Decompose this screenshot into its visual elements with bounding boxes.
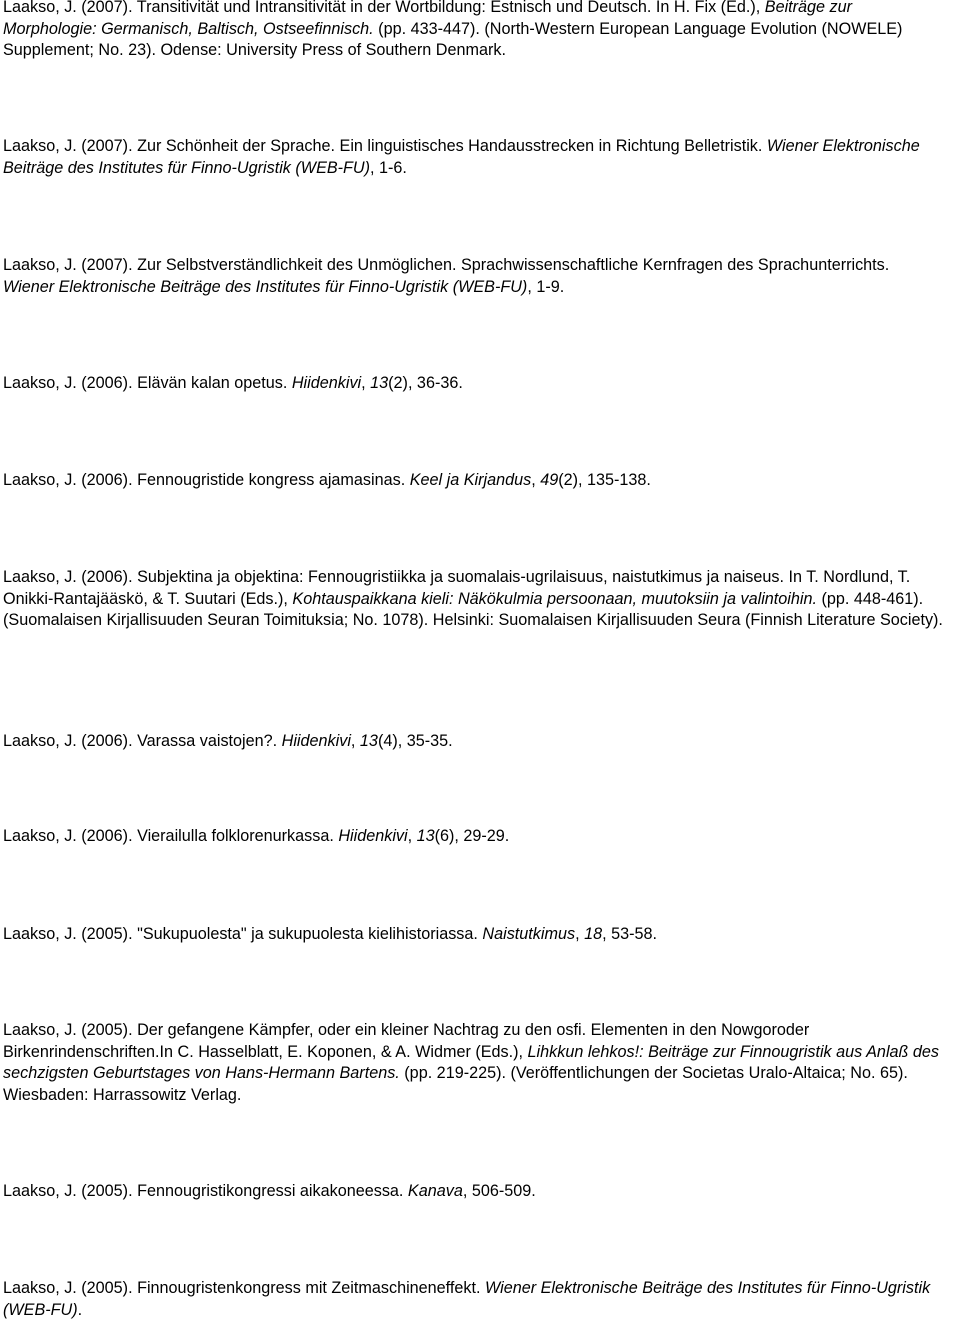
reference-text: Laakso, J. (2006). Fennougristide kongress ajamasinas. xyxy=(3,471,410,489)
reference-entry xyxy=(3,731,943,753)
reference-text: Laakso, J. (2007). Zur Selbstverständlichkeit des Unmöglichen. Sprachwissenschaftliche Kernfragen des Sprachunterrichts. xyxy=(3,256,890,274)
reference-entry xyxy=(3,924,943,946)
reference-text: , xyxy=(361,374,371,392)
reference-italic-text: 13 xyxy=(359,732,378,750)
reference-text: , 1-9. xyxy=(527,277,565,296)
reference-italic-text: Keel ja Kirjandus xyxy=(409,471,532,489)
reference-text: , 1-6. xyxy=(370,158,407,177)
reference-italic-text: 49 xyxy=(540,471,559,489)
reference-italic-text: Naistutkimus xyxy=(482,925,576,943)
reference-italic-text: Hiidenkivi xyxy=(338,827,408,845)
reference-entry xyxy=(3,1020,943,1106)
reference-text: , xyxy=(407,827,417,845)
reference-entry xyxy=(3,470,943,492)
reference-text: . xyxy=(77,1300,83,1319)
reference-text: (4), 35-35. xyxy=(377,732,453,750)
reference-text: (2), 36-36. xyxy=(388,374,463,392)
reference-entry xyxy=(3,1181,943,1203)
reference-text: Laakso, J. (2006). Varassa vaistojen?. xyxy=(3,732,282,750)
reference-text: Laakso, J. (2005). "Sukupuolesta" ja sukupuolesta kielihistoriassa. xyxy=(3,925,483,943)
reference-text: , xyxy=(575,925,585,943)
reference-text: Laakso, J. (2006). Vierailulla folklorenurkassa. xyxy=(3,827,339,845)
reference-italic-text: Kohtauspaikkana kieli: Näkökulmia persoonaan, muutoksiin ja valintoihin. xyxy=(292,589,817,608)
reference-italic-text: Wiener Elektronische Beiträge des Institutes für Finno-Ugristik (WEB-FU) xyxy=(3,137,920,177)
reference-entry xyxy=(3,255,943,298)
reference-italic-text: Hiidenkivi xyxy=(291,374,362,392)
reference-text: (6), 29-29. xyxy=(434,827,510,845)
reference-text: (pp. 433-447). (North-Western European Language Evolution (NOWELE) Supplement; No. 23). Odense: University Press of Southern Denmark. xyxy=(3,19,903,60)
reference-entry xyxy=(3,0,943,62)
reference-entry xyxy=(3,136,943,179)
reference-text: , xyxy=(531,471,541,489)
reference-text: Laakso, J. (2006). Elävän kalan opetus. xyxy=(3,374,292,392)
reference-text: Laakso, J. (2005). Finnougristenkongress mit Zeitmaschineneffekt. xyxy=(3,1279,485,1297)
reference-italic-text: Kanava xyxy=(407,1182,463,1200)
reference-italic-text: 13 xyxy=(370,374,389,392)
reference-italic-text: Hiidenkivi xyxy=(281,732,351,750)
reference-text: , xyxy=(350,732,360,750)
reference-text: Laakso, J. (2007). Transitivität und Intransitivität in der Wortbildung: Estnisch und Deutsch. In H. Fix (Ed.), xyxy=(3,0,765,16)
reference-text: (pp. 219-225). (Veröffentlichungen der Societas Uralo-Altaica; No. 65). Wiesbaden: Harrassowitz Verlag. xyxy=(3,1064,908,1104)
reference-entry xyxy=(3,826,943,848)
reference-text: , 506-509. xyxy=(462,1182,536,1200)
reference-text: (pp. 448-461). (Suomalaisen Kirjallisuuden Seuran Toimituksia; No. 1078). Helsinki: Suomalaisen Kirjallisuuden Seura (Finnish Literature Society). xyxy=(3,589,943,630)
reference-italic-text: Beiträge zur Morphologie: Germanisch, Baltisch, Ostseefinnisch. xyxy=(3,0,853,38)
reference-italic-text: Wiener Elektronische Beiträge des Institutes für Finno-Ugristik (WEB-FU) xyxy=(3,277,528,296)
reference-text: Laakso, J. (2007). Zur Schönheit der Sprache. Ein linguistisches Handausstrecken in Richtung Belletristik. xyxy=(3,137,767,155)
reference-text: Laakso, J. (2005). Der gefangene Kämpfer, oder ein kleiner Nachtrag zu den osfi. Elementen in den Nowgoroder Birkenrindenschriften.In C. Hasselblatt, E. Koponen, & A. Widmer (Eds.), xyxy=(3,1021,810,1061)
reference-entry xyxy=(3,567,943,632)
reference-italic-text: Wiener Elektronische Beiträge des Institutes für Finno-Ugristik (WEB-FU) xyxy=(3,1279,931,1319)
reference-italic-text: Lihkkun lehkos!: Beiträge zur Finnougristik aus Anlaß des sechzigsten Geburtstages von Hans-Hermann Bartens. xyxy=(3,1042,940,1083)
reference-text: Laakso, J. (2005). Fennougristikongressi aikakoneessa. xyxy=(3,1182,408,1200)
reference-italic-text: 13 xyxy=(416,827,435,845)
reference-text: Laakso, J. (2006). Subjektina ja objektina: Fennougristiikka ja suomalais-ugrilaisuus, naistutkimus ja naiseus. In T. Nordlund, T. Onikki-Rantajääskö, & T. Suutari (Eds.), xyxy=(3,568,911,608)
reference-entry xyxy=(3,1278,943,1321)
reference-entry xyxy=(3,373,943,395)
reference-text: (2), 135-138. xyxy=(558,471,651,489)
reference-text: , 53-58. xyxy=(602,925,657,943)
reference-italic-text: 18 xyxy=(584,925,603,943)
